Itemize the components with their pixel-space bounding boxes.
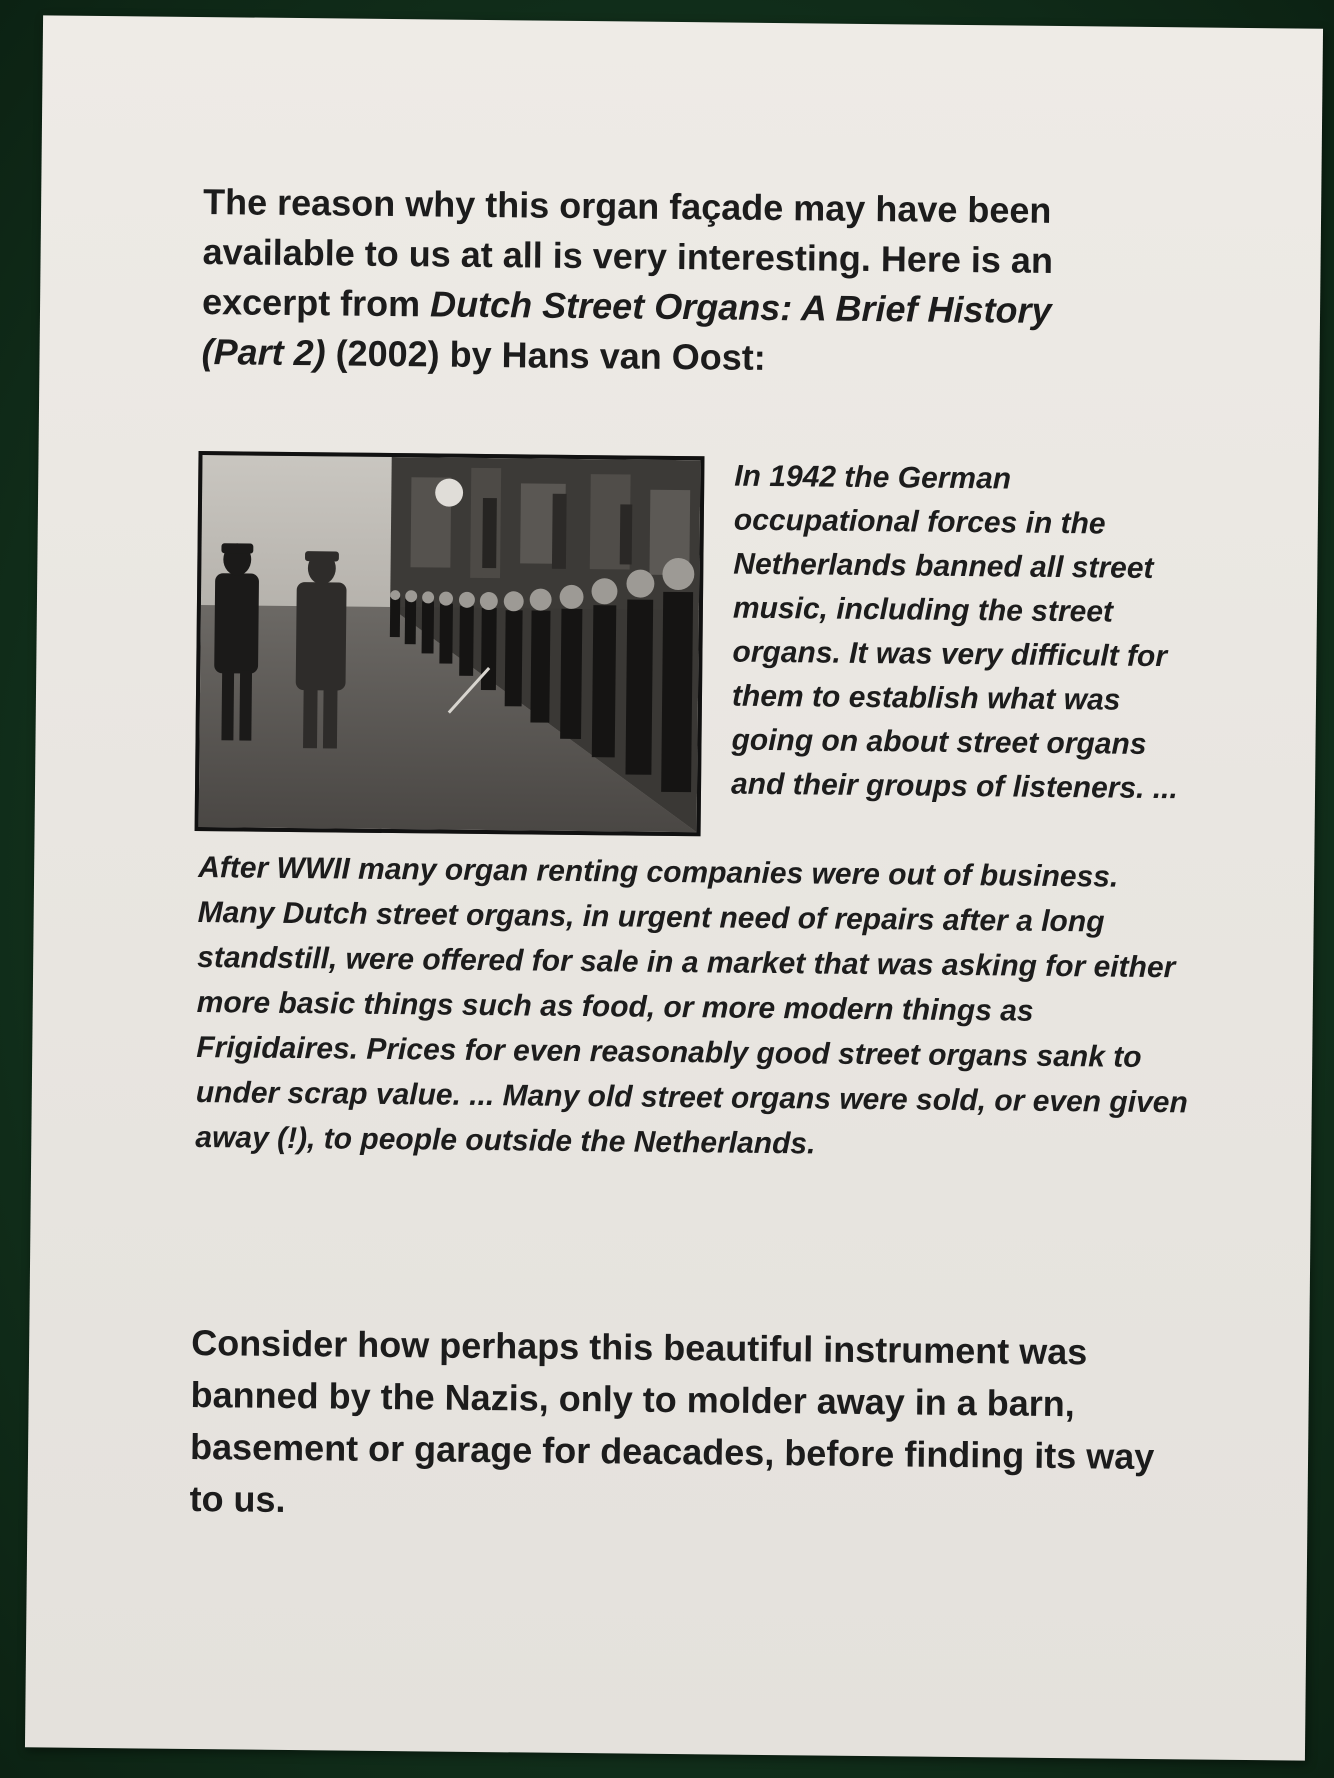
intro-text-start: The reason why this organ façade may have been available to us at all is very interesting. Here is an excerpt from bbox=[201, 181, 1054, 325]
book-title: Dutch Street Organs: A Brief History bbox=[429, 283, 1052, 331]
historical-photo bbox=[195, 451, 705, 836]
excerpt-text-top: In 1942 the German occupational forces in the Netherlands banned all street music, including the street organs. It was very difficult for them to establish what was going on about street organs and their groups of listeners. ... bbox=[730, 459, 1178, 806]
intro-text-end: (2002) by Hans van Oost: bbox=[325, 332, 766, 378]
closing-paragraph: Consider how perhaps this beautiful instrument was banned by the Nazis, only to molder away in a barn, basement or garage for deacades, before finding its way to us. bbox=[189, 1321, 1155, 1520]
book-part-label: (Part 2) bbox=[201, 331, 326, 374]
parade-photo-illustration bbox=[199, 455, 701, 832]
printed-sheet bbox=[25, 15, 1323, 1760]
excerpt-text-bottom: After WWII many organ renting companies were out of business. Many Dutch street organs, in urgent need of repairs after a long standstill, were offered for sale in a market that was asking for either more basic things such as food, or more modern things as Frigidaires. Prices for even reasonably good street organs sank to under scrap value. ... Many old street organs were sold, or even given away (!), to people outside the Netherlands. bbox=[195, 851, 1188, 1161]
intro-paragraph bbox=[201, 177, 1163, 387]
